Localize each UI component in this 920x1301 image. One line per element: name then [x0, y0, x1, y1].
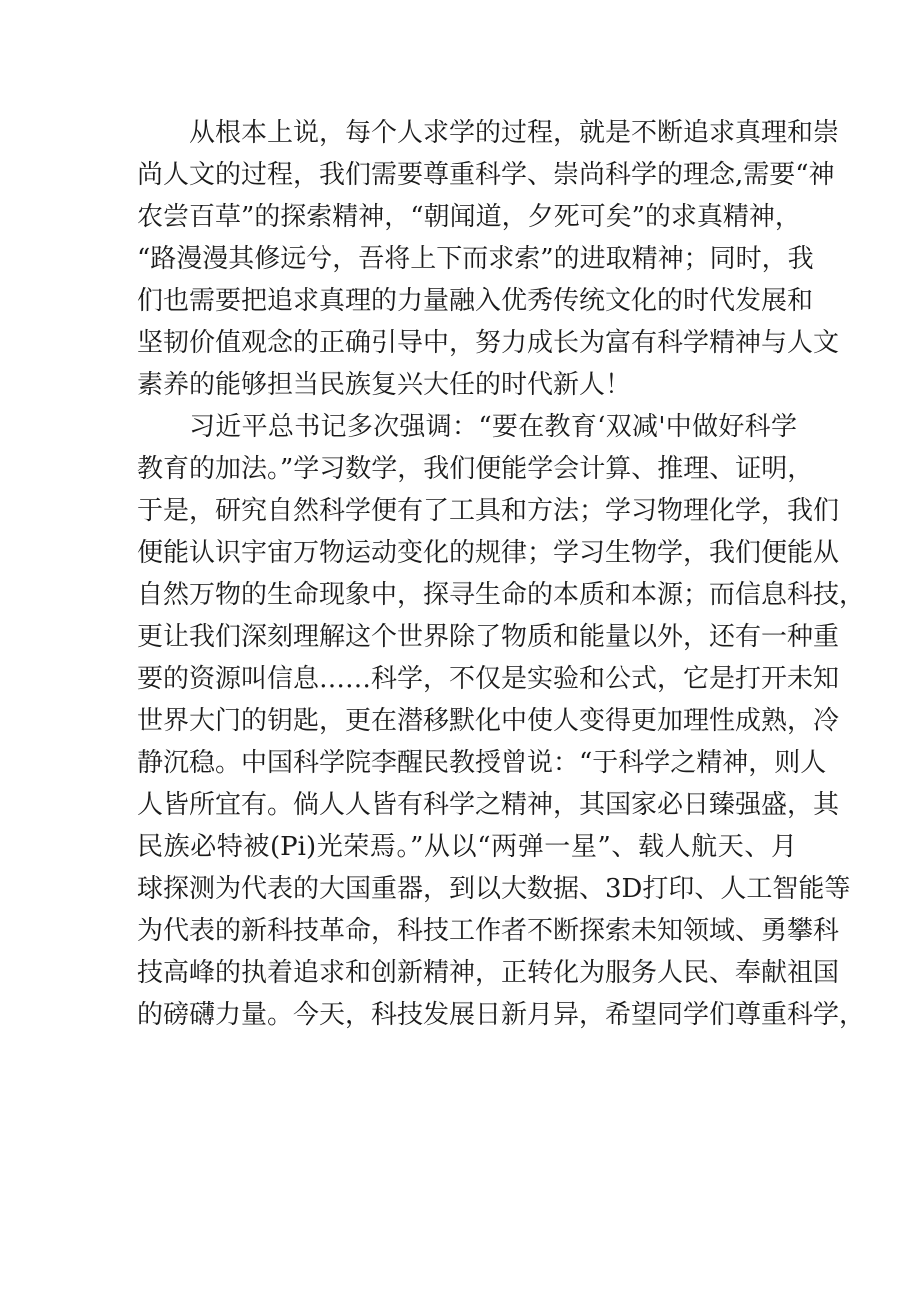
paragraph-line: 自然万物的生命现象中，探寻生命的本质和本源；而信息科技， — [137, 580, 866, 610]
paragraph-line: 教育的加法。”学习数学，我们便能学会计算、推理、证明， — [137, 454, 814, 484]
paragraph-line: 世界大门的钥匙，更在潜移默化中使人变得更加理性成熟，冷 — [137, 706, 840, 736]
paragraph-line: 要的资源叫信息……科学，不仅是实验和公式，它是打开未知 — [137, 664, 840, 694]
paragraph-line: 静沉稳。中国科学院李醒民教授曾说：“于科学之精神，则人 — [137, 748, 827, 778]
paragraph-line: 尚人文的过程，我们需要尊重科学、崇尚科学的理念,需要“神 — [137, 160, 835, 190]
paragraph-line: 便能认识宇宙万物运动变化的规律；学习生物学，我们便能从 — [137, 538, 840, 568]
paragraph-line: 更让我们深刻理解这个世界除了物质和能量以外，还有一种重 — [137, 622, 840, 652]
paragraph-line: 为代表的新科技革命，科技工作者不断探索未知领域、勇攀科 — [137, 916, 840, 946]
paragraph-1 — [137, 112, 840, 406]
paragraph-line: 技高峰的执着追求和创新精神，正转化为服务人民、奉献祖国 — [137, 958, 840, 988]
paragraph-line: 的磅礴力量。今天，科技发展日新月异，希望同学们尊重科学， — [137, 1000, 866, 1030]
paragraph-line: 习近平总书记多次强调：“要在教育‘双减'中做好科学 — [189, 412, 797, 442]
paragraph-line: 坚韧价值观念的正确引导中，努力成长为富有科学精神与人文 — [137, 328, 840, 358]
paragraph-line: 球探测为代表的大国重器，到以大数据、3D打印、人工智能等 — [137, 874, 851, 904]
paragraph-2 — [137, 406, 866, 1036]
paragraph-line: “路漫漫其修远兮，吾将上下而求索”的进取精神；同时，我 — [137, 244, 814, 274]
paragraph-line: 从根本上说，每个人求学的过程，就是不断追求真理和崇 — [189, 118, 840, 148]
paragraph-line: 民族必特被(Pi)光荣焉。”从以“两弹一星”、载人航天、月 — [137, 832, 797, 862]
paragraph-line: 于是，研究自然科学便有了工具和方法；学习物理化学，我们 — [137, 496, 840, 526]
paragraph-line: 们也需要把追求真理的力量融入优秀传统文化的时代发展和 — [137, 286, 814, 316]
paragraph-line: 农尝百草”的探索精神，“朝闻道，夕死可矣”的求真精神， — [137, 202, 801, 232]
document-body — [137, 112, 866, 1036]
paragraph-line: 素养的能够担当民族复兴大任的时代新人！ — [137, 370, 632, 400]
paragraph-line: 人皆所宜有。倘人人皆有科学之精神，其国家必日臻强盛，其 — [137, 790, 840, 820]
